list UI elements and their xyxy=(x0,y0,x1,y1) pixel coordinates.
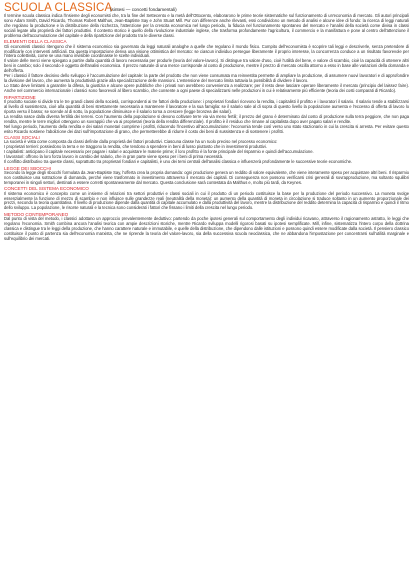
paragraph: Il prodotto sociale si divide tra le tre grandi classi della società, corrispondenti ai tre fattori della produzione: i proprietari fondiari ricevono la rendita, i capitalisti il profitto e i lavoratori il salario. Il salario tende a stabilizzarsi al livello di sussistenza, cioè alla quantità di beni strettamente necessaria a mantenere il lavoratore e la sua famiglia: se il salario sale al di sopra di questo livello la popolazione aumenta e l'eccesso di offerta di lavoro lo riporta verso il basso; se scende al di sotto, la popolazione diminuisce e il salario torna a crescere (legge bronzea dei salari). xyxy=(4,98,409,114)
title-row xyxy=(4,2,409,14)
page-subtitle: (sintesi — concetti fondamentali) xyxy=(110,7,177,12)
section-heading: METODO CONTEMPORANEO xyxy=(4,211,69,217)
section-intro xyxy=(4,14,409,39)
paragraph: La società è vista come composta da classi definite dalla proprietà dei fattori produttivi. Ciascuna classe ha un ruolo preciso nel processo economico: xyxy=(4,139,278,145)
paragraph: I lavoratori: offrono la loro forza lavoro in cambio del salario, che in gran parte viene speso per i beni di prima necessità. xyxy=(4,154,224,160)
paragraph: I capitalisti: anticipano il capitale necessario per pagare i salari e acquistare le materie prime; il loro profitto è la fonte principale del risparmio e quindi dell'accumulazione. xyxy=(4,149,314,155)
section-heading: CLASSI SOCIALI xyxy=(4,135,40,141)
section-classi xyxy=(4,135,409,165)
section-elementi xyxy=(4,39,409,94)
document xyxy=(4,2,409,242)
page-title: SCUOLA CLASSICA xyxy=(4,2,113,14)
section-heading: RIPARTIZIONE xyxy=(4,94,36,100)
paragraph: Il conflitto distributivo tra queste classi, soprattutto tra proprietari fondiari e capitalisti, è uno dei temi centrali dell'analisi classica e influenzerà profondamente le successive teorie economiche. xyxy=(4,159,353,165)
paragraph: Gli economisti classici ritengono che il sistema economico sia governato da leggi naturali analoghe a quelle che regolano il mondo fisico. Compito dell'economista è scoprire tali leggi e descriverle, senza pretendere di modificarle con interventi artificiali. Da questa impostazione deriva una visione ottimistica del mercato: se ciascun individuo persegue liberamente il proprio interesse, la concorrenza conduce a un risultato favorevole per l'intera collettività, come se una mano invisibile coordinasse le scelte individuali. xyxy=(4,43,409,59)
paragraph: Il termine scuola classica indica l'insieme degli economisti che, tra la fine del Settecento e la metà dell'Ottocento, elaborarono le prime teorie sistematiche sul funzionamento di un'economia di mercato. Gli autori principali sono Adam Smith, David Ricardo, Thomas Robert Malthus, Jean-Baptiste Say e John Stuart Mill. Pur con differenze anche rilevanti, essi condividono un metodo di analisi e alcune idee di fondo: la ricerca di leggi naturali che regolano la produzione e la distribuzione della ricchezza, l'attenzione per la crescita economica nel lungo periodo, la fiducia nel funzionamento spontaneo del mercato e l'analisi della società come divisa in classi sociali legate alla proprietà dei fattori produttivi. Il contesto storico è quello della rivoluzione industriale inglese, che trasforma profondamente l'agricoltura, il commercio e la manifattura e pone al centro dell'attenzione il problema dell'accumulazione del capitale e della ripartizione del prodotto tra le diverse classi. xyxy=(4,13,409,38)
paragraph: Dal punto di vista del metodo, i classici adottano un approccio prevalentemente deduttivo: partendo da poche ipotesi generali sul comportamento degli individui ricavano, attraverso il ragionamento astratto, le leggi che regolano l'economia. Smith combina ancora l'analisi teorica con ampie descrizioni storiche, mentre Ricardo sviluppa modelli rigorosi basati su ipotesi semplificate. Mill, infine, sistematizza l'intero corpo della dottrina classica e distingue tra le leggi della produzione, che hanno carattere naturale e immutabile, e quelle della distribuzione, che dipendono dalle istituzioni e possono quindi essere modificate dalla società. Il pensiero classico costituisce il punto di partenza sia dell'economia marxista, che ne riprende la teoria del valore-lavoro, sia della successiva scuola neoclassica, che ne abbandona l'impostazione per concentrarsi sull'utilità marginale e sull'equilibrio dei mercati. xyxy=(4,216,409,241)
document-body xyxy=(4,14,409,242)
paragraph: Per i classici il fattore decisivo dello sviluppo è l'accumulazione del capitale: la parte del prodotto che non viene consumata ma reinvestita permette di ampliare la produzione, di assumere nuovi lavoratori e di approfondire la divisione del lavoro, che aumenta la produttività grazie alla specializzazione delle mansioni. L'estensione del mercato limita tuttavia la possibilità di dividere il lavoro. xyxy=(4,73,409,84)
section-heading: ELEMENTI DELLA CLASSICA xyxy=(4,39,67,45)
section-concetti xyxy=(4,186,409,211)
section-legge-say xyxy=(4,166,409,186)
paragraph: Lo Stato deve limitarsi a garantire la difesa, la giustizia e alcune opere pubbliche che i privati non avrebbero convenienza a realizzare; per il resto deve lasciare operare liberamente il mercato (principio del laissez faire). Anche nel commercio internazionale i classici sono favorevoli al libero scambio, che consente a ogni paese di specializzarsi nelle produzioni in cui è relativamente più efficiente (teoria dei costi comparati di Ricardo). xyxy=(4,83,409,94)
paragraph: Nel lungo periodo, l'aumento della rendita e dei salari monetari comprime i profitti, riducendo l'incentivo all'accumulazione: l'economia tende così verso uno stato stazionario in cui la crescita si arresta. Per evitare questo esito Ricardo sostiene l'abolizione dei dazi sull'importazione di grano, che permetterebbe di ridurre il costo dei beni di sussistenza e di sostenere i profitti. xyxy=(4,123,409,134)
paragraph: Il sistema economico è concepito come un insieme di relazioni tra settori produttivi e classi sociali in cui il prodotto di un periodo costituisce la base per la produzione del periodo successivo. La moneta svolge essenzialmente la funzione di mezzo di scambio e non influisce sulle grandezze reali (neutralità della moneta): un aumento della quantità di moneta in circolazione si traduce soltanto in un aumento proporzionale dei prezzi, secondo la teoria quantitativa. Il livello di produzione dipende dalla quantità di capitale accumulato e dalla produttività del lavoro, mentre la distribuzione del reddito determina la capacità di risparmio e quindi il ritmo dello sviluppo. La popolazione, le risorse naturali e la tecnica sono considerati i fattori che fissano i limiti della crescita nel lungo periodo. xyxy=(4,190,409,211)
section-heading: LEGGE DEI SBOCCHI xyxy=(4,165,51,171)
paragraph: I proprietari terrieri: possiedono la terra e ne traggono la rendita, che tendono a spendere in beni di lusso piuttosto che in investimenti produttivi. xyxy=(4,144,267,150)
paragraph: La rendita nasce dalla diversa fertilità dei terreni. Con l'aumento della popolazione si devono coltivare terre via via meno fertili; il prezzo del grano è determinato dal costo di produzione sulla terra peggiore, che non paga rendita, mentre le terre migliori ottengono un sovrappiù che va ai proprietari (teoria della rendita differenziale). Il profitto è il residuo che rimane al capitalista dopo aver pagato salari e rendite. xyxy=(4,113,409,124)
section-metodo xyxy=(4,212,409,242)
paragraph: Il valore delle merci viene spiegato a partire dalla quantità di lavoro necessaria per produrle (teoria del valore-lavoro). Si distingue tra valore d'uso, cioè l'utilità del bene, e valore di scambio, cioè la capacità di ottenere altri beni in cambio; solo il secondo è oggetto dell'analisi economica. Il prezzo naturale di una merce corrisponde al costo di produzione, mentre il prezzo di mercato oscilla attorno a esso in base alle variazioni della domanda e dell'offerta. xyxy=(4,58,409,74)
section-ripartizione xyxy=(4,95,409,135)
paragraph: Secondo la legge degli sbocchi formulata da Jean-Baptiste Say, l'offerta crea la propria domanda: ogni produzione genera un reddito di valore equivalente, che viene interamente speso per acquistare altri beni. Il risparmio non costituisce una sottrazione di domanda, perché viene trasformato in investimento attraverso il mercato dei capitali. Di conseguenza non possono verificarsi crisi generali di sovrapproduzione, ma soltanto squilibri temporanei in singoli settori, destinati a essere corretti spontaneamente dal mercato. Questa conclusione sarà contestata da Malthus e, molto più tardi, da Keynes. xyxy=(4,169,409,185)
section-heading: CONCETTI DEL SISTEMA ECONOMICO xyxy=(4,186,89,192)
